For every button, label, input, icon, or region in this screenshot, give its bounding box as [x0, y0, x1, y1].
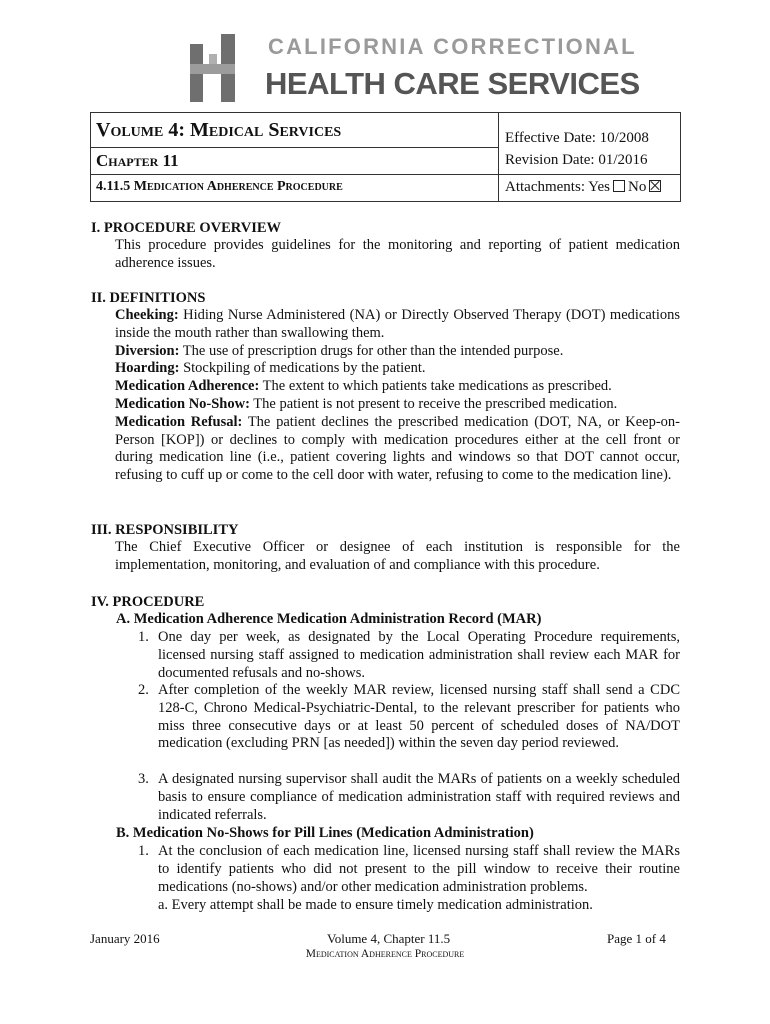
attachments-yes-checkbox-icon: [613, 180, 625, 192]
volume-title: Volume 4: Medical Services: [96, 119, 342, 141]
sub-list-item: a. Every attempt shall be made to ensure timely medication administration.: [158, 897, 593, 913]
procedure-title: 4.11.5 Medication Adherence Procedure: [96, 179, 343, 194]
logo-line-2: HEALTH CARE SERVICES: [265, 66, 640, 101]
list-item: 1. At the conclusion of each medication line, licensed nursing staff shall review the MARs to identify patients who did not present to the pill window to receive their routine medications (no-shows) and/or other medication administration problems.: [138, 843, 680, 895]
attachments: [505, 179, 664, 196]
logo-line-1: CALIFORNIA CORRECTIONAL: [268, 34, 637, 59]
footer-page-number: Page 1 of 4: [607, 931, 666, 946]
attachments-no-label: No: [628, 179, 647, 195]
cchcs-logo: [188, 32, 640, 104]
subsection-b-heading: B. Medication No-Shows for Pill Lines (Medication Administration): [116, 825, 534, 841]
footer-volume-chapter: Volume 4, Chapter 11.5: [327, 931, 451, 946]
attachments-label: Attachments: Yes: [505, 179, 610, 195]
list-item: 3. A designated nursing supervisor shall audit the MARs of patients on a weekly scheduled basis to ensure compliance of medication administration staff with required reviews and indicated referrals.: [138, 771, 680, 823]
section-responsibility-heading: III. RESPONSIBILITY: [91, 522, 239, 538]
cchcs-logo-mark-icon: [188, 34, 238, 102]
definitions-list: [115, 307, 680, 485]
list-item: 2. After completion of the weekly MAR review, licensed nursing staff shall send a CDC 128-C, Chrono Medical-Psychiatric-Dental, to the relevant prescriber for patients who miss three consecutive days or at least 50 percent of scheduled doses of NA/DOT medication (excluding PRN [as needed]) within the seven day period reviewed.: [138, 682, 680, 752]
definition-medication-adherence: Medication Adherence: The extent to which patients take medications as prescribed.: [115, 378, 612, 395]
effective-date: Effective Date: 10/2008: [505, 130, 649, 146]
list-item: 1. One day per week, as designated by the Local Operating Procedure requirements, licensed nursing staff assigned to medication administration shall review each MAR for documented refusals and no-shows.: [138, 629, 680, 681]
footer-date: January 2016: [90, 931, 160, 946]
section-procedure-overview-heading: I. PROCEDURE OVERVIEW: [91, 220, 282, 236]
chapter-title: Chapter 11: [96, 151, 179, 170]
definition-medication-refusal: Medication Refusal: The patient declines the prescribed medication (DOT, NA, or Keep-on-Person [KOP]) or declines to comply with medication procedures either at the cell front or during medication line (i.e., patient covering lights and windows so that DOT cannot occur, refusing to cuff up or come to the cell door with water, refusing to come to the medication line).: [115, 413, 681, 484]
section-definitions-heading: II. DEFINITIONS: [91, 290, 206, 306]
definition-cheeking: Cheeking: Hiding Nurse Administered (NA) or Directly Observed Therapy (DOT) medications inside the mouth rather than swallowing them.: [115, 307, 680, 341]
definition-medication-no-show: Medication No-Show: The patient is not present to receive the prescribed medication.: [115, 395, 618, 412]
definition-diversion: Diversion: The use of prescription drugs for other than the intended purpose.: [115, 342, 564, 359]
section-procedure-overview-text: This procedure provides guidelines for the monitoring and reporting of patient medication adherence issues.: [115, 237, 680, 271]
footer-procedure-title: Medication Adherence Procedure: [305, 948, 465, 960]
attachments-no-checked-checkbox-icon: [649, 180, 661, 192]
document-header-table: [90, 112, 681, 202]
section-responsibility-text: The Chief Executive Officer or designee of each institution is responsible for the implementation, monitoring, and evaluation of and compliance with this procedure.: [115, 539, 680, 573]
section-procedure-heading: IV. PROCEDURE: [91, 594, 205, 610]
revision-date: Revision Date: 01/2016: [505, 152, 648, 168]
definition-hoarding: Hoarding: Stockpiling of medications by the patient.: [115, 360, 426, 377]
subsection-a-heading: A. Medication Adherence Medication Administration Record (MAR): [116, 611, 542, 627]
